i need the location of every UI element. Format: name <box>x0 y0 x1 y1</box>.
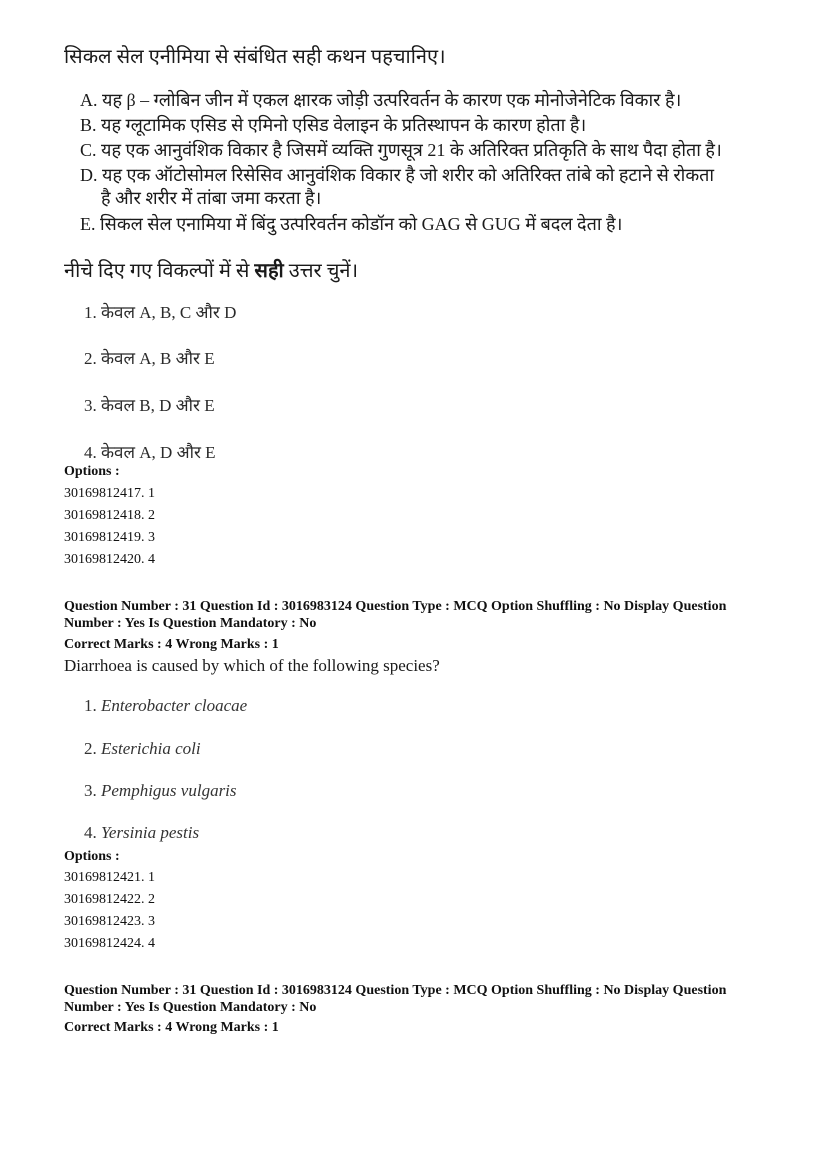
option-id: 30169812423. 3 <box>64 914 155 929</box>
question-1-instruction: नीचे दिए गए विकल्पों में से सही उत्तर चुनें। <box>64 260 359 282</box>
option-id: 30169812418. 2 <box>64 508 155 523</box>
question-1-stem: सिकल सेल एनीमिया से संबंधित सही कथन पहचानिए। <box>64 46 446 68</box>
option-id: 30169812422. 2 <box>64 892 155 907</box>
choice-1: 1. केवल A, B, C और D <box>84 303 237 322</box>
option-id: 30169812421. 1 <box>64 870 155 885</box>
options-label: Options : <box>64 849 120 864</box>
statement-e: E. सिकल सेल एनामिया में बिंदु उत्परिवर्तन कोडॉन को GAG से GUG में बदल देता है। <box>80 214 623 234</box>
choice-2: 2. केवल A, B और E <box>84 349 215 368</box>
statement-a: A. यह β – ग्लोबिन जीन में एकल क्षारक जोड़ी उत्परिवर्तन के कारण एक मोनोजेनेटिक विकार है। <box>80 90 682 110</box>
option-id: 30169812417. 1 <box>64 486 155 501</box>
question-meta: Question Number : 31 Question Id : 3016983124 Question Type : MCQ Option Shuffling : No Display Question <box>64 983 727 998</box>
question-2-stem: Diarrhoea is caused by which of the following species? <box>64 656 440 675</box>
question-marks: Correct Marks : 4 Wrong Marks : 1 <box>64 637 279 652</box>
option-id: 30169812419. 3 <box>64 530 155 545</box>
question-meta: Question Number : 31 Question Id : 3016983124 Question Type : MCQ Option Shuffling : No Display Question <box>64 599 727 614</box>
choice-1: 1. Enterobacter cloacae <box>84 696 248 715</box>
choice-4: 4. Yersinia pestis <box>84 823 200 842</box>
choice-4: 4. केवल A, D और E <box>84 443 216 462</box>
option-id: 30169812424. 4 <box>64 936 155 951</box>
choice-2: 2. Esterichia coli <box>84 739 201 758</box>
statement-c: C. यह एक आनुवंशिक विकार है जिसमें व्यक्ति गुणसूत्र 21 के अतिरिक्त प्रतिकृति के साथ पैदा होता है। <box>80 140 722 160</box>
question-marks: Correct Marks : 4 Wrong Marks : 1 <box>64 1020 279 1035</box>
choice-3: 3. Pemphigus vulgaris <box>84 781 237 800</box>
options-label: Options : <box>64 464 120 479</box>
question-meta-continued: Number : Yes Is Question Mandatory : No <box>64 1000 317 1015</box>
question-meta-continued: Number : Yes Is Question Mandatory : No <box>64 616 317 631</box>
statement-b: B. यह ग्लूटामिक एसिड से एमिनो एसिड वेलाइन के प्रतिस्थापन के कारण होता है। <box>80 115 587 135</box>
statement-d: D. यह एक ऑटोसोमल रिसेसिव आनुवंशिक विकार है जो शरीर को अतिरिक्त तांबे को हटाने से रोकता <box>80 165 715 185</box>
statement-d-continued: है और शरीर में तांबा जमा करता है। <box>101 188 322 208</box>
option-id: 30169812420. 4 <box>64 552 155 567</box>
choice-3: 3. केवल B, D और E <box>84 396 215 415</box>
